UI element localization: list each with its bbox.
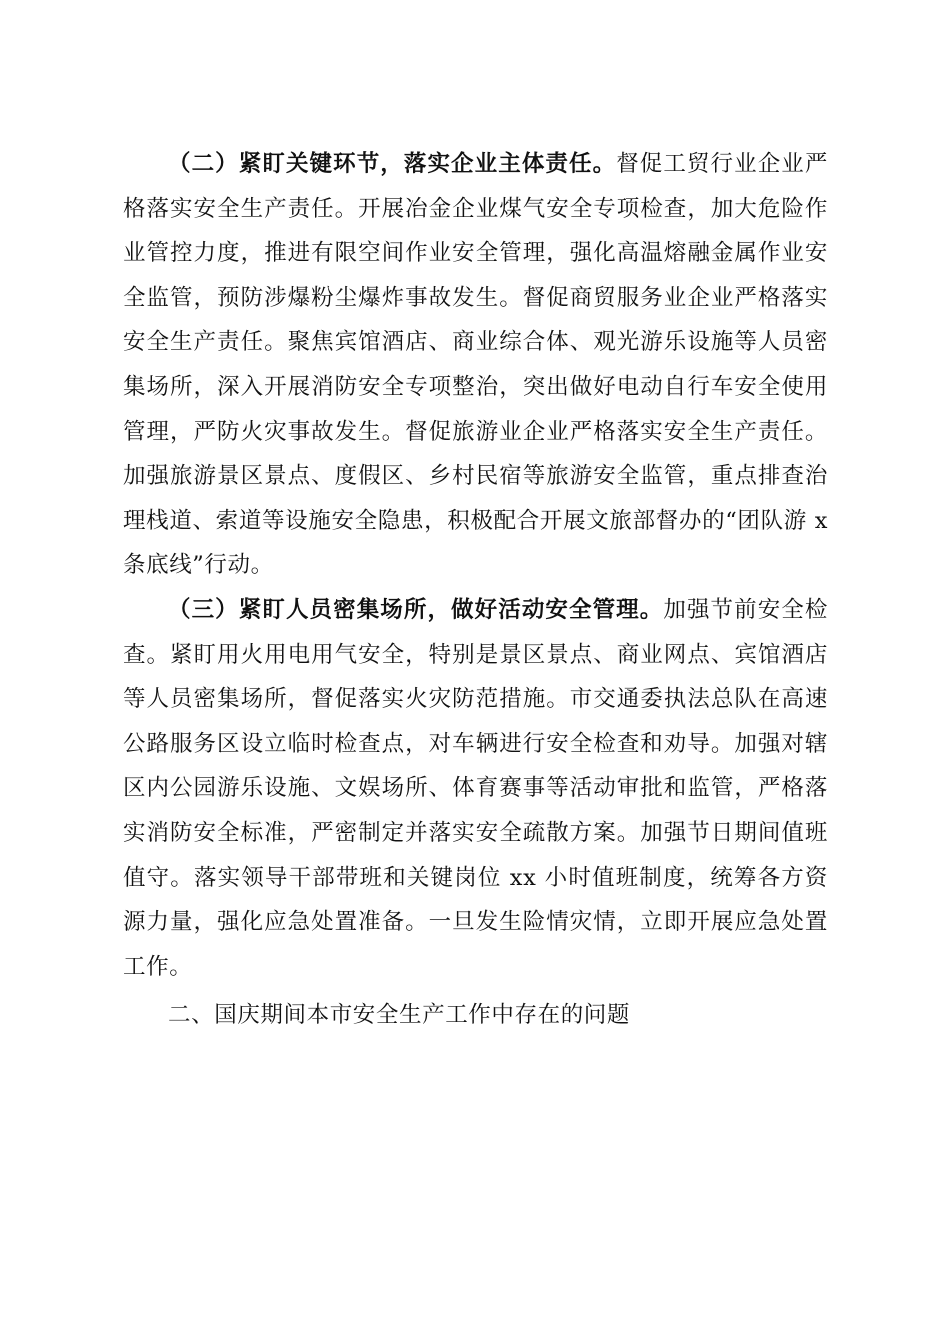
paragraph-crowded-places [123, 588, 828, 989]
paragraph-lead: （三）紧盯人员密集场所，做好活动安全管理。 [168, 596, 664, 623]
paragraph-text: 加强节前安全检查。紧盯用火用电用气安全，特别是景区景点、商业网点、宾馆酒店等人员密集场所，督促落实火灾防范措施。市交通委执法总队在高速公路服务区设立临时检查点，对车辆进行安全检查和劝导。加强对辖区内公园游乐设施、文娱场所、体育赛事等活动审批和监管，严格落实消防安全标准，严密制定并落实安全疏散方案。加强节日期间值班值守。落实领导干部带班和关键岗位 xx 小时值班制度，统筹各方资源力量，强化应急处置准备。一旦发生险情灾情，立即开展应急处置工作。 [123, 596, 828, 980]
paragraph-key-links [123, 142, 828, 588]
document-body [123, 142, 828, 1038]
paragraph-text: 督促工贸行业企业严格落实安全生产责任。开展冶金企业煤气安全专项检查，加大危险作业管控力度，推进有限空间作业安全管理，强化高温熔融金属作业安全监管，预防涉爆粉尘爆炸事故发生。督促商贸服务业企业严格落实安全生产责任。聚焦宾馆酒店、商业综合体、观光游乐设施等人员密集场所，深入开展消防安全专项整治，突出做好电动自行车安全使用管理，严防火灾事故发生。督促旅游业企业严格落实安全生产责任。加强旅游景区景点、度假区、乡村民宿等旅游安全监管，重点排查治理栈道、索道等设施安全隐患，积极配合开展文旅部督办的“团队游 x 条底线”行动。 [123, 151, 828, 579]
paragraph-lead: （二）紧盯关键环节，落实企业主体责任。 [168, 151, 617, 177]
section-heading: 二、国庆期间本市安全生产工作中存在的问题 [168, 1002, 631, 1029]
